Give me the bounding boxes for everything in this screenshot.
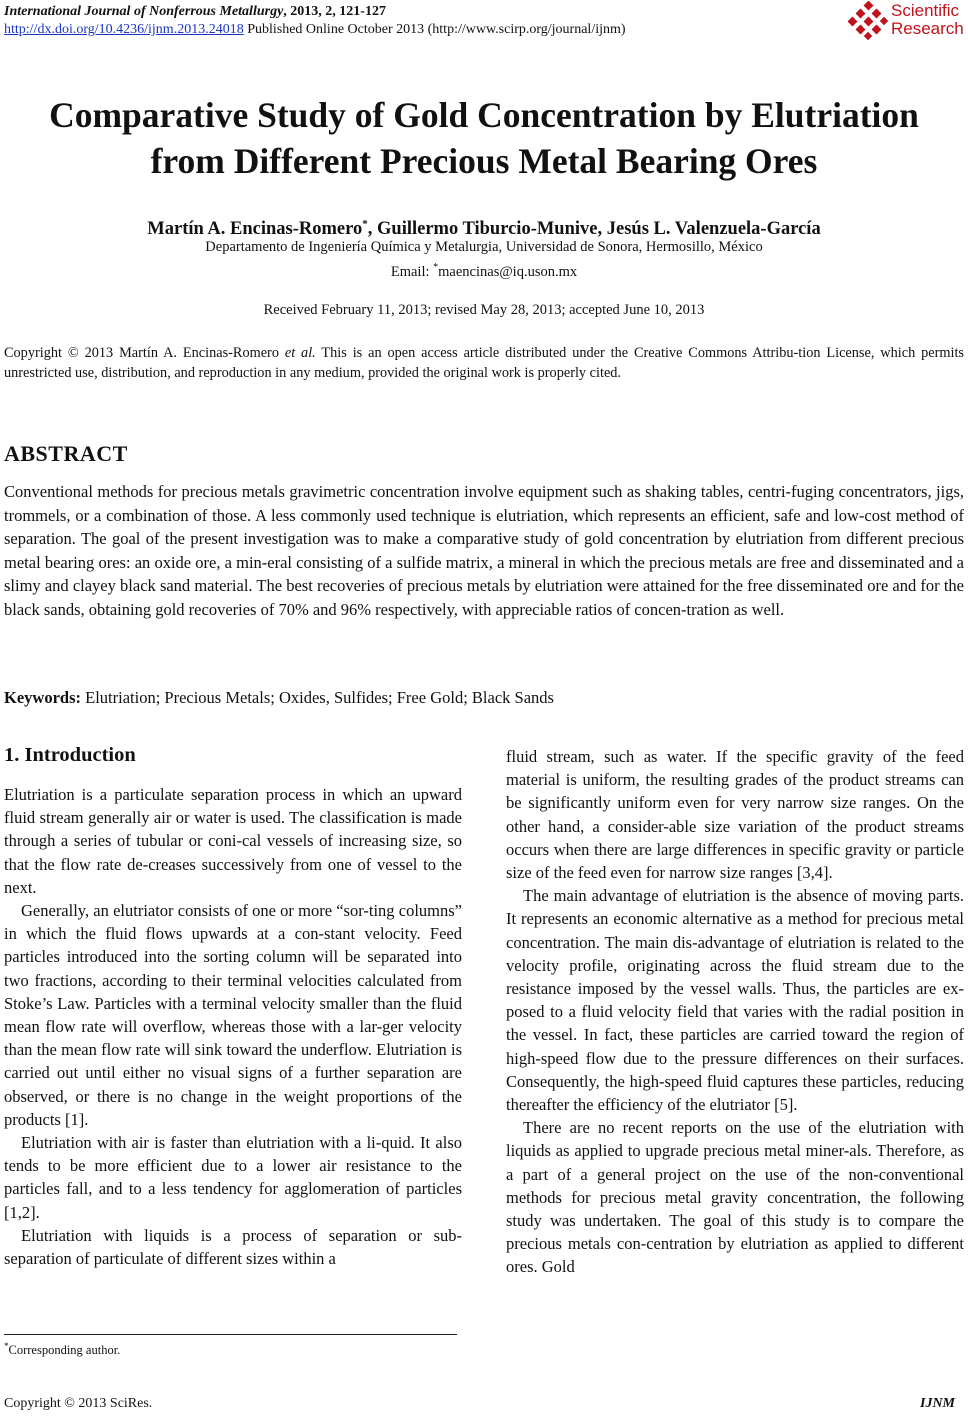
right-column: [506, 745, 964, 1279]
paragraph: Elutriation with liquids is a process of separation or sub-separation of particulate of different sizes within a: [4, 1225, 462, 1269]
footer-copyright: Copyright © 2013 SciRes.: [4, 1396, 153, 1411]
published-online: Published Online October 2013 (http://www.scirp.org/journal/ijnm): [243, 22, 626, 37]
journal-volume: , 2013, 2, 121-127: [283, 4, 386, 19]
email-address[interactable]: maencinas@iq.uson.mx: [438, 263, 578, 280]
email-line: Email: *maencinas@iq.uson.mx: [390, 262, 578, 280]
title-line-1: Comparative Study of Gold Concentration by Elutriation: [49, 95, 919, 135]
journal-name: International Journal of Nonferrous Metallurgy: [4, 4, 284, 19]
keywords-label: Keywords:: [4, 688, 81, 707]
publisher-logo-icon: [848, 1, 888, 41]
paper-title: [0, 92, 968, 184]
section-heading-introduction: 1. Introduction: [4, 744, 136, 766]
footnote-divider: [4, 1334, 457, 1335]
abstract-heading: ABSTRACT: [4, 441, 128, 466]
paragraph: fluid stream, such as water. If the specific gravity of the feed material is uniform, the resulting grades of the product streams can be significantly uniform even for very narrow size ranges. On the other hand, a consider-able size variation of the product streams occurs when there are large differences in specific gravity or particle size of the feed even for narrow size ranges [3,4].: [506, 747, 964, 883]
keywords: [4, 686, 964, 709]
paragraph: Elutriation is a particulate separation process in which an upward fluid stream generally air or water is used. The classification is made through a series of tubular or coni-cal vessels of increasing size, so that the flow rate de-creases successively from one of vessel to the next.: [4, 785, 462, 897]
author-list: [0, 212, 968, 241]
paragraph: The main advantage of elutriation is the absence of moving parts. It represents an economic alternative as a method for precious metal concentration. The main dis-advantage of elutriation is related to the velocity profile, originating across the fluid stream due to the resistance imposed by the vessel walls. Thus, the particles are ex-posed to a fluid velocity field that varies with the radial position in the vessel. In fact, these particles are carried toward the region of high-speed flow due to the pressure differences on their surfaces. Consequently, the high-speed fluid captures these particles, reducing thereafter the efficiency of the elutriator [5].: [506, 886, 964, 1115]
scientific-research-logo: [848, 0, 966, 42]
abstract-text: Conventional methods for precious metals gravimetric concentration involve equipment such as shaking tables, centri-fuging concentrators, jigs, trommels, or a combination of those. A less commonly used technique is elutriation, which represents an efficient, safe and low-cost method of separation. The goal of the present investigation was to make a comparative study of gold concentration by elutriation from different precious metal bearing ores: an oxide ore, a min-eral consisting of a sulfide matrix, a mineral in which the precious metals are free and disseminated and a slimy and clayey black sand material. The best recoveries of precious metals by elutriation were attained for the free disseminated ore and for the black sands, obtaining gold recoveries of 70% and 96% respectively, with appreciable ratios of concen-tration as well.: [4, 482, 964, 619]
keywords-list: Elutriation; Precious Metals; Oxides, Sulfides; Free Gold; Black Sands: [81, 688, 554, 707]
corresponding-mark: *: [362, 218, 368, 230]
doi-link[interactable]: http://dx.doi.org/10.4236/ijnm.2013.24018: [4, 22, 244, 37]
author-1: Martín A. Encinas-Romero: [147, 219, 363, 240]
paragraph: Generally, an elutriator consists of one or more “sor-ting columns” in which the fluid flows upwards at a con-stant velocity. Feed particles introduced into the sorting column will be separated into two fractions, according to their terminal velocities calculated from Stoke’s Law. Particles with a terminal velocity smaller than the fluid mean flow rate will overflow, whereas those with a lar-ger velocity than the mean flow rate will sink toward the underflow. Elutriation is carried out until either no visual signs of a further separation are observed, or there is no change in the weight proportions of the products [1].: [4, 901, 462, 1129]
footnote: *Corresponding author.: [4, 1341, 121, 1358]
paragraph: Elutriation with air is faster than elutriation with a li-quid. It also tends to be more efficient due to a lower air resistance to the particles fall, and to a less tendency for agglomeration of particles [1,2].: [4, 1133, 462, 1222]
footer-journal-abbrev: IJNM: [920, 1396, 956, 1411]
publication-line: [4, 21, 626, 38]
title-line-2: from Different Precious Metal Bearing Ores: [150, 141, 818, 181]
received-dates: Received February 11, 2013; revised May 28, 2013; accepted June 10, 2013: [263, 302, 705, 318]
journal-citation: [4, 3, 386, 20]
other-authors: , Guillermo Tiburcio-Munive, Jesús L. Valenzuela-García: [367, 219, 821, 240]
copyright-notice: Copyright © 2013 Martín A. Encinas-Romero et al. This is an open access article distributed under the Creative Commons Attribu-tion License, which permits unrestricted use, distribution, and reproduction in any medium, provided the original work is properly cited.: [4, 345, 964, 381]
paragraph: There are no recent reports on the use of the elutriation with liquids as applied to upgrade precious metal miner-als. Therefore, as a part of a general project on the use of the non-conventional methods for precious metal gravity concentration, the following study was undertaken. The goal of this study is to compare the precious metals con-centration by elutriation as applied to different ores. Gold: [506, 1118, 964, 1277]
left-column: [4, 783, 462, 1270]
affiliation: Departamento de Ingeniería Química y Metalurgia, Universidad de Sonora, Hermosillo, México: [205, 239, 763, 255]
logo-wordmark: Scientific Research: [891, 1, 964, 38]
